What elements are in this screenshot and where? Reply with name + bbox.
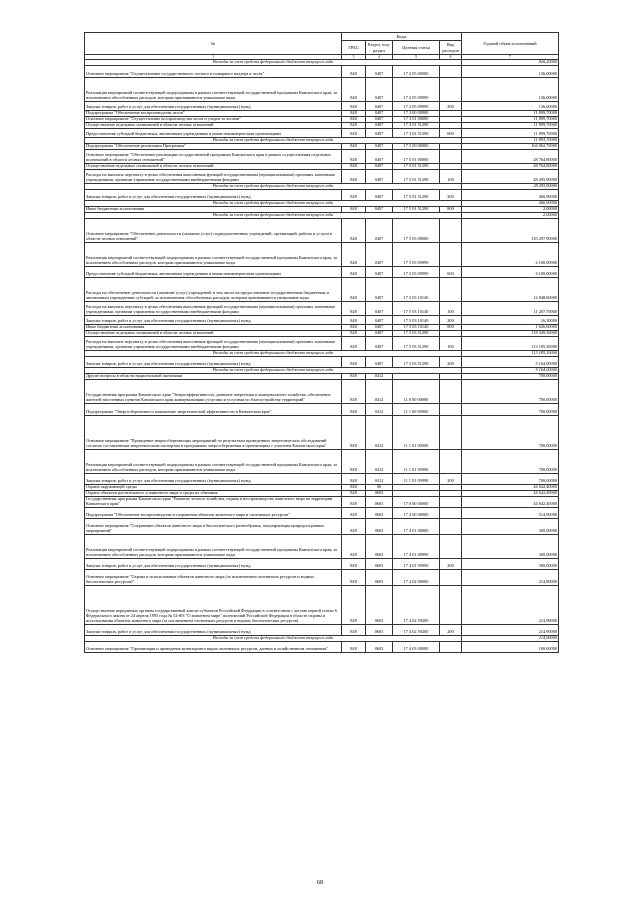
annual-amount: 28 764,80000 — [462, 164, 559, 170]
grbs-code: 848 — [342, 450, 366, 474]
target-article-code: 17 4 00 00000 — [393, 508, 440, 519]
annual-amount: 135 297,90000 — [462, 219, 559, 243]
section-code: 0407 — [366, 267, 393, 278]
header-expense-type: Вид расходов — [440, 41, 462, 55]
expense-item-name: Основное мероприятие "Осуществление воспроизводства лесов и уходов за лесами" — [85, 117, 342, 123]
grbs-code: 848 — [342, 207, 366, 213]
grbs-code: 848 — [342, 642, 366, 653]
expense-type-code: 100 — [440, 170, 462, 184]
funding-note-amount: 5 164,00000 — [462, 368, 559, 374]
expense-item-name: Реализация мероприятий соответствующей подпрограммы в рамках соответствующей государственной программы Камчатского края, за исключением обособленных расходов, которым присваиваются уникальные коды — [85, 450, 342, 474]
expense-type-code — [440, 570, 462, 586]
section-code: 0407 — [366, 357, 393, 368]
table-body — [85, 60, 559, 653]
annual-amount: 700,00000 — [462, 380, 559, 404]
column-number: 1 — [85, 55, 342, 60]
table-row — [85, 337, 559, 351]
grbs-code: 848 — [342, 243, 366, 267]
header-codes: Коды — [342, 33, 462, 41]
section-code: 0603 — [366, 535, 393, 559]
grbs-code: 848 — [342, 331, 366, 337]
expense-item-name: Реализация мероприятий соответствующей подпрограммы в рамках соответствующей государственной программы Камчатского края, за исключением обособленных расходов, которым присваиваются уникальные коды — [85, 535, 342, 559]
target-article-code: 17 5 03 09990 — [393, 267, 440, 278]
table-row — [85, 66, 559, 78]
annual-amount: 300,00000 — [462, 535, 559, 559]
column-number: 7 — [462, 55, 559, 60]
expense-item-name: Осуществление переданных органам государственной власти субъектов Российской Федерации в соответствии с частью первой статьи 6 Федерального закона от 24 апреля 1995 года № 52-ФЗ "О животном мире" полномочий Российской Федерации в области охраны и использования объектов животного мира (за исключением охотничьих ресурсов и водных биологических ресурсов) — [85, 586, 342, 625]
section-code: 0603 — [366, 586, 393, 625]
expense-type-code — [440, 450, 462, 474]
grbs-code: 848 — [342, 102, 366, 111]
annual-amount: 214,90000 — [462, 625, 559, 636]
table-row — [85, 302, 559, 316]
expense-type-code — [440, 150, 462, 164]
annual-amount: 214,90000 — [462, 570, 559, 586]
target-article-code: 17 4 02 59200 — [393, 625, 440, 636]
target-article-code: 17 2 05 00000 — [393, 66, 440, 78]
grbs-code: 848 — [342, 337, 366, 351]
section-code: 06 — [366, 485, 393, 491]
expense-type-code: 800 — [440, 207, 462, 213]
target-article-code: 17 3 01 51290 — [393, 123, 440, 129]
header-annual-amount: Годовой объем ассигнований — [462, 33, 559, 55]
target-article-code: 17 4 01 09990 — [393, 559, 440, 570]
table-row — [85, 102, 559, 111]
expense-item-name: Закупка товаров, работ и услуг для обеспечения государственных (муниципальных) нужд — [85, 559, 342, 570]
grbs-code: 848 — [342, 150, 366, 164]
funding-note-text: Расходы за счет средств федерального бюджета текущего года — [85, 351, 462, 357]
annual-amount: 28 764,80000 — [462, 150, 559, 164]
target-article-code: 17 3 01 51290 — [393, 129, 440, 138]
annual-amount: 700,00000 — [462, 474, 559, 485]
funding-note-amount: 113 185,30000 — [462, 351, 559, 357]
table-row — [85, 642, 559, 653]
target-article-code: 17 4 02 00000 — [393, 570, 440, 586]
section-code: 0407 — [366, 111, 393, 117]
expense-item-name: Подпрограмма "Обеспечение воспроизводства лесов" — [85, 111, 342, 117]
funding-note-text: Расходы за счет средств федерального бюджета текущего года — [85, 60, 462, 66]
annual-amount: 12 848,60000 — [462, 278, 559, 302]
expense-type-code — [440, 219, 462, 243]
funding-note-text: Расходы за счет средств федерального бюджета текущего года — [85, 368, 462, 374]
header-grbs: ГРБС — [342, 41, 366, 55]
section-code: 0407 — [366, 325, 393, 331]
expense-item-name: Основное мероприятие "Организация и проведение мониторинга видов охотничьих ресурсов, данных в хозяйственном отношении" — [85, 642, 342, 653]
annual-amount: 28 295,90000 — [462, 170, 559, 184]
target-article-code: 17 5 01 51290 — [393, 190, 440, 201]
target-article-code: 17 5 03 10140 — [393, 316, 440, 325]
grbs-code: 848 — [342, 570, 366, 586]
expense-item-name: Основное мероприятие "Проведение энергосберегающих мероприятий по результатам проведенных энергетических обследований согласно составленным энергетическим паспортам и программам энергосбережения в организациях с участием Камчатского края" — [85, 416, 342, 450]
expense-type-code: 200 — [440, 190, 462, 201]
grbs-code: 848 — [342, 559, 366, 570]
table-row — [85, 497, 559, 508]
funding-note-amount: 826,20000 — [462, 60, 559, 66]
expense-item-name: Другие вопросы в области национальной экономики — [85, 374, 342, 380]
annual-amount: 100,00000 — [462, 642, 559, 653]
expense-type-code — [440, 416, 462, 450]
grbs-code: 848 — [342, 325, 366, 331]
section-code: 0603 — [366, 519, 393, 535]
grbs-code: 848 — [342, 416, 366, 450]
column-number: 3 — [342, 55, 366, 60]
section-code: 0407 — [366, 117, 393, 123]
section-code: 0407 — [366, 219, 393, 243]
table-row — [85, 170, 559, 184]
target-article-code: 17 4 01 09990 — [393, 535, 440, 559]
target-article-code: 17 5 03 51290 — [393, 357, 440, 368]
annual-amount: 11 899,70000 — [462, 123, 559, 129]
target-article-code: 17 5 03 00000 — [393, 219, 440, 243]
section-code: 0407 — [366, 243, 393, 267]
section-code: 0407 — [366, 144, 393, 150]
annual-amount: 113 185,30000 — [462, 337, 559, 351]
expense-type-code — [440, 508, 462, 519]
funding-note-text: Расходы за счет средств федерального бюджета текущего года — [85, 184, 462, 190]
expense-type-code — [440, 243, 462, 267]
expense-item-name: Основное мероприятие "Охрана и использование объектов животного мира (за исключением охотничьих ресурсов и водных биологических ресурсов)" — [85, 570, 342, 586]
funding-note-text: Расходы за счет средств федерального бюджета текущего года — [85, 213, 462, 219]
target-article-code: 11 1 00 00000 — [393, 404, 440, 416]
table-row — [85, 450, 559, 474]
expense-item-name: Основное мероприятие "Осуществление государственного лесного и пожарного надзора в лесах" — [85, 66, 342, 78]
target-article-code: 11 1 01 09990 — [393, 474, 440, 485]
table-row — [85, 508, 559, 519]
expense-item-name: Предоставление субсидий бюджетным, автономным учреждениям и иным некоммерческим организациям — [85, 267, 342, 278]
section-code: 0407 — [366, 164, 393, 170]
annual-amount: 700,00000 — [462, 404, 559, 416]
annual-amount: 700,00000 — [462, 374, 559, 380]
grbs-code: 848 — [342, 190, 366, 201]
target-article-code: 17 5 03 10140 — [393, 278, 440, 302]
column-number: 5 — [393, 55, 440, 60]
expense-item-name: Предоставление субсидий бюджетным, автономным учреждениям и иным некоммерческим организациям — [85, 129, 342, 138]
grbs-code: 848 — [342, 625, 366, 636]
section-code: 0412 — [366, 474, 393, 485]
target-article-code: 17 4 02 59200 — [393, 586, 440, 625]
section-code: 0407 — [366, 78, 393, 102]
expense-item-name: Основное мероприятие "Сохранение объектов животного мира и биологического разнообразия, популяризация природоохранных мероприятий" — [85, 519, 342, 535]
expense-type-code: 100 — [440, 337, 462, 351]
table-row — [85, 150, 559, 164]
funding-note-amount: 466,90000 — [462, 201, 559, 207]
grbs-code: 848 — [342, 302, 366, 316]
expense-item-name: Государственная программа Камчатского края "Энергоэффективность, развитие энергетики и коммунального хозяйства, обеспечение жителей населенных пунктов Камчатского края коммунальными услугами и услугами по благоустройству территорий" — [85, 380, 342, 404]
target-article-code: 17 0 00 00000 — [393, 497, 440, 508]
target-article-code: 17 3 01 00000 — [393, 117, 440, 123]
target-article-code: 11 1 01 00000 — [393, 416, 440, 450]
funding-note-amount: 11 893,70000 — [462, 138, 559, 144]
expense-item-name: Государственная программа Камчатского края "Развитие лесного хозяйства, охрана и воспроизводство животного мира на территории Камчатского края" — [85, 497, 342, 508]
annual-amount: 11 899,70000 — [462, 117, 559, 123]
target-article-code: 17 2 05 09990 — [393, 78, 440, 102]
expense-type-code: 200 — [440, 102, 462, 111]
section-code: 0407 — [366, 170, 393, 184]
section-code: 0407 — [366, 102, 393, 111]
section-code: 0407 — [366, 337, 393, 351]
grbs-code: 848 — [342, 357, 366, 368]
target-article-code: 17 5 00 00000 — [393, 144, 440, 150]
annual-amount: 11 207,70000 — [462, 302, 559, 316]
expense-type-code — [440, 519, 462, 535]
grbs-code: 848 — [342, 535, 366, 559]
section-code: 0407 — [366, 66, 393, 78]
expense-type-code: 200 — [440, 357, 462, 368]
expense-item-name: Реализация мероприятий соответствующей подпрограммы в рамках соответствующей государственной программы Камчатского края, за исключением обособленных расходов, которым присваиваются уникальные коды — [85, 78, 342, 102]
annual-amount: 136,00000 — [462, 78, 559, 102]
expense-item-name: Основное мероприятие "Обеспечение деятельности (оказание услуг) подведомственных учреждений, организаций, работы и услуги в области лесных отношений" — [85, 219, 342, 243]
table-row — [85, 519, 559, 535]
grbs-code: 848 — [342, 586, 366, 625]
grbs-code: 848 — [342, 380, 366, 404]
annual-amount: 118 349,30000 — [462, 331, 559, 337]
section-code: 0407 — [366, 123, 393, 129]
section-code: 0407 — [366, 150, 393, 164]
annual-amount: 214,90000 — [462, 586, 559, 625]
expense-type-code — [440, 642, 462, 653]
expense-item-name: Осуществление отдельных полномочий в области лесных отношений — [85, 123, 342, 129]
grbs-code: 848 — [342, 66, 366, 78]
annual-amount: 136,00000 — [462, 66, 559, 78]
expense-type-code: 200 — [440, 625, 462, 636]
funding-note-amount: 28 295,90000 — [462, 184, 559, 190]
expense-item-name: Закупка товаров, работ и услуг для обеспечения государственных (муниципальных) нужд — [85, 474, 342, 485]
annual-amount: 44 642,40000 — [462, 491, 559, 497]
target-article-code: 17 5 01 00000 — [393, 150, 440, 164]
header-target-article: Целевая статья — [393, 41, 440, 55]
annual-amount: 514,90000 — [462, 508, 559, 519]
expense-type-code — [440, 404, 462, 416]
annual-amount: 700,00000 — [462, 416, 559, 450]
grbs-code: 848 — [342, 519, 366, 535]
section-code: 0412 — [366, 380, 393, 404]
funding-note-text: Расходы за счет средств федерального бюджета текущего года — [85, 636, 462, 642]
grbs-code: 848 — [342, 219, 366, 243]
section-code: 0407 — [366, 316, 393, 325]
expense-item-name: Закупка товаров, работ и услуг для обеспечения государственных (муниципальных) нужд — [85, 102, 342, 111]
expense-item-name: Основное мероприятие "Обеспечение реализации государственной программы Камчатского края в рамках осуществления отдельных полномочий в области лесных отношений" — [85, 150, 342, 164]
section-code: 0412 — [366, 374, 393, 380]
table-row — [85, 267, 559, 278]
expense-item-name: Подпрограмма "Обеспечение реализации Программы" — [85, 144, 342, 150]
target-article-code: 17 5 01 51290 — [393, 207, 440, 213]
section-code: 0603 — [366, 497, 393, 508]
funding-note-amount: 2,00000 — [462, 213, 559, 219]
table-row — [85, 559, 559, 570]
grbs-code: 848 — [342, 374, 366, 380]
grbs-code: 848 — [342, 111, 366, 117]
header-number: № — [85, 33, 342, 55]
page-number: 68 — [317, 880, 323, 886]
grbs-code: 848 — [342, 117, 366, 123]
section-code: 0407 — [366, 207, 393, 213]
expense-item-name: Расходы на выплаты персоналу в целях обеспечения выполнения функций государственными (муниципальными) органами, казенными учреждениями, органами управления государственными внебюджетными фондами — [85, 337, 342, 351]
section-code: 0603 — [366, 570, 393, 586]
section-code: 0412 — [366, 416, 393, 450]
column-number: 4 — [366, 55, 393, 60]
expense-item-name: Расходы на выплаты персоналу в целях обеспечения выполнения функций государственными (муниципальными) органами, казенными учреждениями, органами управления государственными внебюджетными фондами — [85, 170, 342, 184]
table-row — [85, 380, 559, 404]
grbs-code: 848 — [342, 267, 366, 278]
section-code: 0407 — [366, 302, 393, 316]
table-row — [85, 219, 559, 243]
grbs-code: 848 — [342, 316, 366, 325]
table-row — [85, 78, 559, 102]
grbs-code: 848 — [342, 144, 366, 150]
table-row — [85, 586, 559, 625]
target-article-code: 17 5 01 51290 — [393, 170, 440, 184]
expense-item-name: Охрана окружающей среды — [85, 485, 342, 491]
funding-note-amount: 214,90000 — [462, 636, 559, 642]
annual-amount: 11 899,70000 — [462, 129, 559, 138]
target-article-code: 17 5 01 51290 — [393, 164, 440, 170]
annual-amount: 44 642,40000 — [462, 485, 559, 491]
section-code: 0407 — [366, 331, 393, 337]
target-article-code: 17 5 03 51290 — [393, 337, 440, 351]
expense-type-code — [440, 535, 462, 559]
header-section: Раздел, под-раздел — [366, 41, 393, 55]
expense-type-code: 200 — [440, 559, 462, 570]
expense-type-code — [440, 66, 462, 78]
expense-item-name: Закупка товаров, работ и услуг для обеспечения государственных (муниципальных) нужд — [85, 190, 342, 201]
funding-note-text: Расходы за счет средств федерального бюджета текущего года — [85, 138, 462, 144]
annual-amount: 700,00000 — [462, 450, 559, 474]
section-code: 0407 — [366, 129, 393, 138]
expense-type-code: 200 — [440, 474, 462, 485]
table-row — [85, 129, 559, 138]
table-row — [85, 316, 559, 325]
section-code: 0603 — [366, 559, 393, 570]
expense-type-code — [440, 78, 462, 102]
expense-item-name: Осуществление отдельных полномочий в области лесных отношений — [85, 164, 342, 170]
expense-type-code — [440, 380, 462, 404]
expense-item-name: Расходы на выплаты персоналу в целях обеспечения выполнения функций государственными (муниципальными) органами, казенными учреждениями, органами управления государственными внебюджетными фондами — [85, 302, 342, 316]
section-code: 0603 — [366, 625, 393, 636]
section-code: 0603 — [366, 642, 393, 653]
target-article-code: 17 5 03 51290 — [393, 331, 440, 337]
section-code: 0412 — [366, 404, 393, 416]
target-article-code: 17 5 03 10140 — [393, 325, 440, 331]
annual-amount: 300,00000 — [462, 559, 559, 570]
table-row — [85, 625, 559, 636]
grbs-code: 848 — [342, 404, 366, 416]
expense-item-name: Осуществление отдельных полномочий в области лесных отношений — [85, 331, 342, 337]
budget-table — [84, 32, 559, 653]
expense-item-name: Иные бюджетные ассигнования — [85, 207, 342, 213]
grbs-code: 848 — [342, 474, 366, 485]
target-article-code: 17 2 05 09990 — [393, 102, 440, 111]
expense-type-code — [440, 586, 462, 625]
target-article-code: 11 1 01 09990 — [393, 450, 440, 474]
target-article-code: 17 5 03 10140 — [393, 302, 440, 316]
expense-item-name: Закупка товаров, работ и услуг для обеспечения государственных (муниципальных) нужд — [85, 357, 342, 368]
funding-note-text: Расходы за счет средств федерального бюджета текущего года — [85, 201, 462, 207]
grbs-code: 848 — [342, 278, 366, 302]
expense-item-name: Подпрограмма "Энергосбережение и повышение энергетической эффективности в Камчатском крае" — [85, 404, 342, 416]
expense-type-code: 100 — [440, 302, 462, 316]
annual-amount: 300,00000 — [462, 519, 559, 535]
expense-item-name: Иные бюджетные ассигнования — [85, 325, 342, 331]
expense-type-code: 800 — [440, 325, 462, 331]
expense-type-code: 600 — [440, 267, 462, 278]
table-row — [85, 535, 559, 559]
grbs-code: 848 — [342, 123, 366, 129]
expense-item-name: Охрана объектов растительного и животного мира и среды их обитания — [85, 491, 342, 497]
section-code: 0412 — [366, 450, 393, 474]
table-row — [85, 404, 559, 416]
target-article-code: 11 0 00 00000 — [393, 380, 440, 404]
grbs-code: 848 — [342, 485, 366, 491]
expense-type-code: 200 — [440, 316, 462, 325]
annual-amount: 1 626,60000 — [462, 325, 559, 331]
expense-item-name: Подпрограмма "Обеспечение воспроизводства и сохранения объектов животного мира и охотничьих ресурсов" — [85, 508, 342, 519]
annual-amount: 11 899,70000 — [462, 111, 559, 117]
table-row — [85, 357, 559, 368]
expense-type-code: 600 — [440, 129, 462, 138]
grbs-code: 848 — [342, 129, 366, 138]
expense-item-name: Расходы на обеспечение деятельности (оказание услуг) учреждений, в том числе на предоставление государственным бюджетным и автономным учреждениям субсидий, за исключением обособленных расходов, которым присваиваются уникальные коды — [85, 278, 342, 302]
grbs-code: 848 — [342, 508, 366, 519]
table-row — [85, 278, 559, 302]
grbs-code: 848 — [342, 491, 366, 497]
grbs-code: 848 — [342, 497, 366, 508]
annual-amount: 164 062,70000 — [462, 144, 559, 150]
expense-item-name: Закупка товаров, работ и услуг для обеспечения государственных (муниципальных) нужд — [85, 316, 342, 325]
section-code: 0603 — [366, 491, 393, 497]
target-article-code: 17 3 00 00000 — [393, 111, 440, 117]
annual-amount: 2,00000 — [462, 207, 559, 213]
table-row — [85, 243, 559, 267]
grbs-code: 848 — [342, 78, 366, 102]
target-article-code: 17 4 01 00000 — [393, 519, 440, 535]
annual-amount: 4 100,00000 — [462, 267, 559, 278]
table-row — [85, 190, 559, 201]
target-article-code: 17 4 03 00000 — [393, 642, 440, 653]
table-row — [85, 570, 559, 586]
expense-type-code — [440, 278, 462, 302]
expense-type-code — [440, 497, 462, 508]
section-code: 0407 — [366, 190, 393, 201]
grbs-code: 848 — [342, 170, 366, 184]
annual-amount: 4 100,00000 — [462, 243, 559, 267]
table-row — [85, 474, 559, 485]
table-row — [85, 416, 559, 450]
annual-amount: 136,00000 — [462, 102, 559, 111]
grbs-code: 848 — [342, 164, 366, 170]
column-number: 6 — [440, 55, 462, 60]
annual-amount: 44 642,40000 — [462, 497, 559, 508]
target-article-code: 17 5 03 09990 — [393, 243, 440, 267]
section-code: 0407 — [366, 278, 393, 302]
expense-item-name: Реализация мероприятий соответствующей подпрограммы в рамках соответствующей государственной программы Камчатского края, за исключением обособленных расходов, которым присваиваются уникальные коды — [85, 243, 342, 267]
annual-amount: 466,90000 — [462, 190, 559, 201]
annual-amount: 5 164,00000 — [462, 357, 559, 368]
expense-item-name: Закупка товаров, работ и услуг для обеспечения государственных (муниципальных) нужд — [85, 625, 342, 636]
section-code: 0603 — [366, 508, 393, 519]
annual-amount: 16,30000 — [462, 316, 559, 325]
